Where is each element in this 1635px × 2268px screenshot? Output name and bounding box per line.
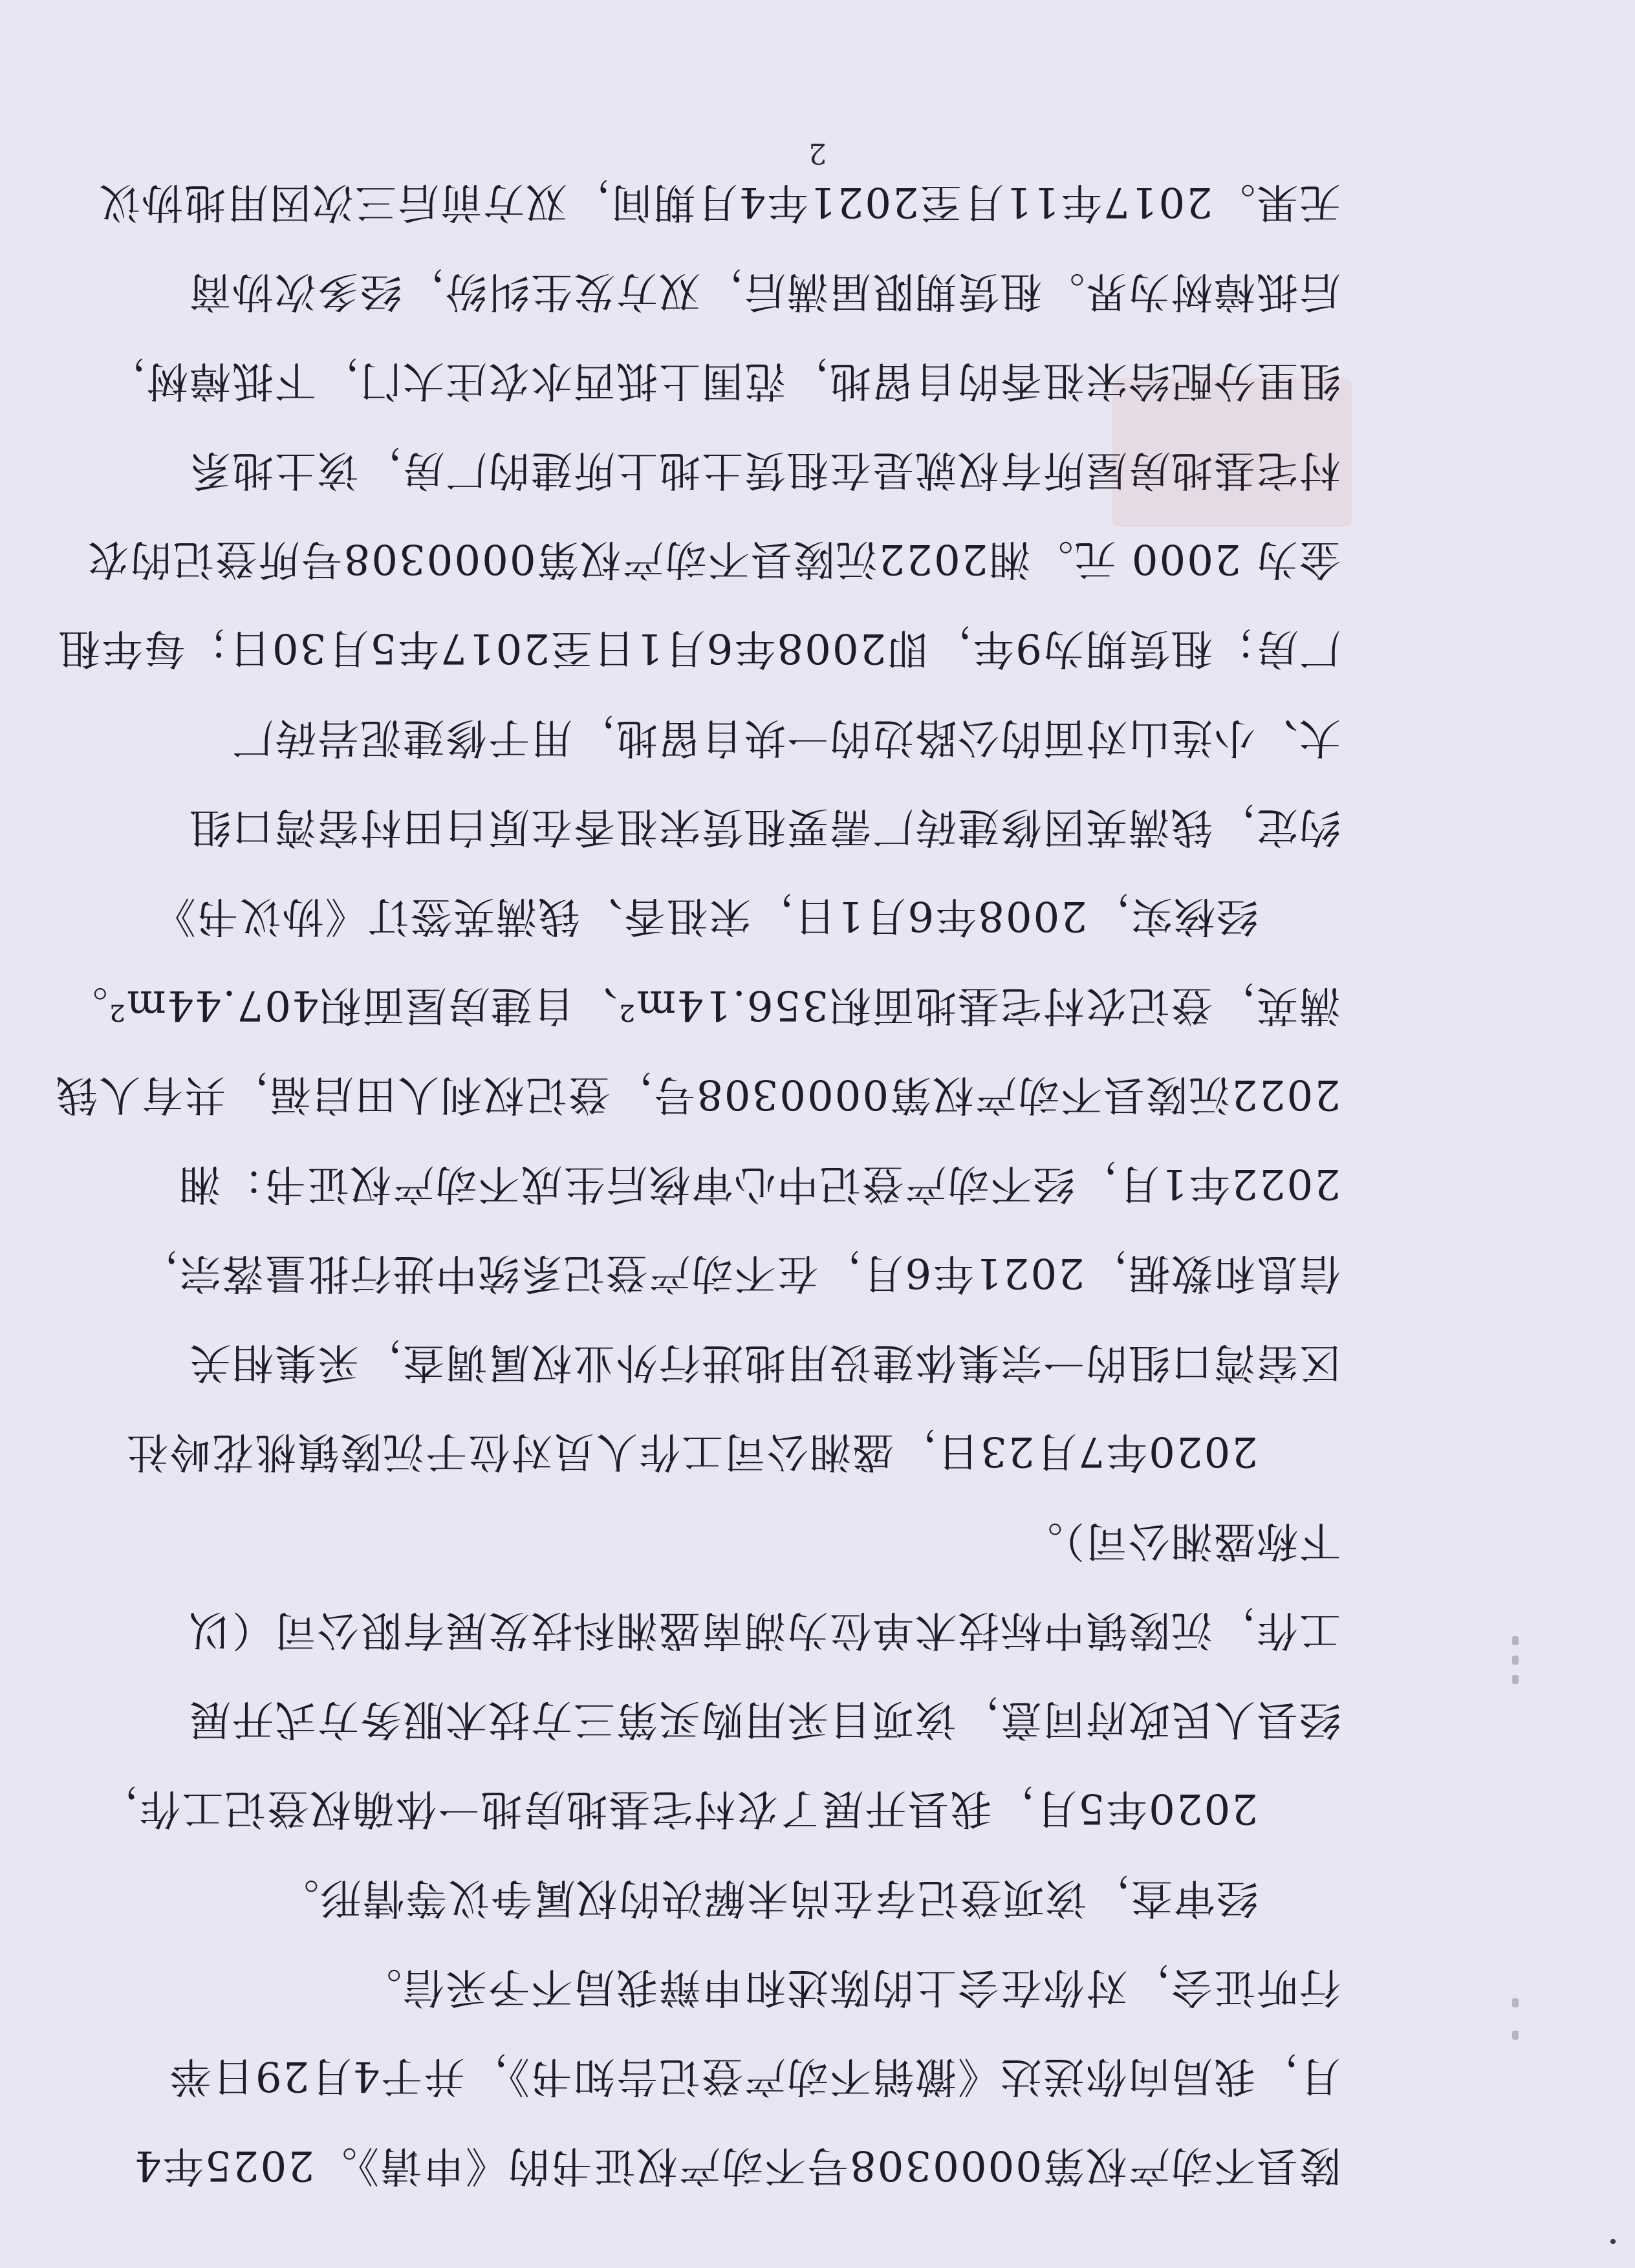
text-line: 后抵樟树为界。租赁期限届满后，双方发生纠纷，经多次协商 [188, 267, 1341, 315]
page-number: 2 [808, 136, 827, 169]
document-body [55, 157, 1341, 2210]
text-line: 厂房；租赁期为9年，即2008年6月1日至2017年5月30日；每年租 [57, 624, 1341, 672]
text-line: 村宅基地房屋所有权就是在租赁土地上所建的厂房，该土地系 [188, 446, 1341, 493]
text-line: 工作，沅陵镇中标技术单位为湖南盛湘科技发展有限公司（以 [188, 1606, 1341, 1654]
text-line: 大、小连山对面的公路边的一块自留地，用于修建泥岩砖厂 [231, 713, 1341, 761]
paragraph-start-line: 经核实，2008年6月1日，宋祖香、钱满英签订《协议书》 [153, 892, 1258, 940]
text-line: 经县人民政府同意，该项目采用购买第三方技术服务方式开展 [188, 1695, 1341, 1743]
text-line: 约定，钱满英因修建砖厂需要租赁宋祖香在原白田村窑湾口组 [188, 803, 1341, 850]
text-line: 下称盛湘公司）。 [1020, 1517, 1341, 1564]
text-line: 无果。2017年11月至2021年4月期间，双方前后三次因用地协议 [98, 178, 1341, 226]
text-line: 行听证会，对你在会上的陈述和申辩我局不予采信。 [359, 1963, 1341, 2011]
text-line: 信息和数据，2021年6月，在不动产登记系统中进行批量落宗， [135, 1249, 1341, 1297]
text-line: 金为 2000 元。湘2022沅陵县不动产权第0000308号所登记的农 [86, 535, 1341, 583]
paragraph-start-line: 2020年7月23日，盛湘公司工作人员对位于沅陵镇桃花岭社 [125, 1427, 1258, 1475]
text-line: 月，我局向你送达《撤销不动产登记告知书》，并于4月29日举 [168, 2052, 1341, 2100]
text-line: 组里分配给宋祖香的自留地，范围上抵西水农庄大门，下抵樟树， [103, 356, 1341, 404]
paragraph-start-line: 经审查，该项登记存在尚未解决的权属争议等情形。 [276, 1874, 1258, 1921]
text-line: 陵县不动产权第0000308号不动产权证书的《申请》。2025年4 [133, 2141, 1341, 2189]
paragraph-start-line: 2020年5月，我县开展了农村宅基地房地一体确权登记工作， [95, 1784, 1258, 1832]
text-line: 2022沅陵县不动产权第0000308号，登记权利人田启福，共有人钱 [55, 1070, 1341, 1118]
text-line: 满英，登记农村宅基地面积356.14m²、自建房屋面积407.44m²。 [65, 981, 1341, 1029]
text-line: 区窑湾口组的一宗集体建设用地进行外业权属调查，采集相关 [188, 1338, 1341, 1386]
text-line: 2022年1月，经不动产登记中心审核后生成不动产权证书：湘 [178, 1160, 1341, 1207]
